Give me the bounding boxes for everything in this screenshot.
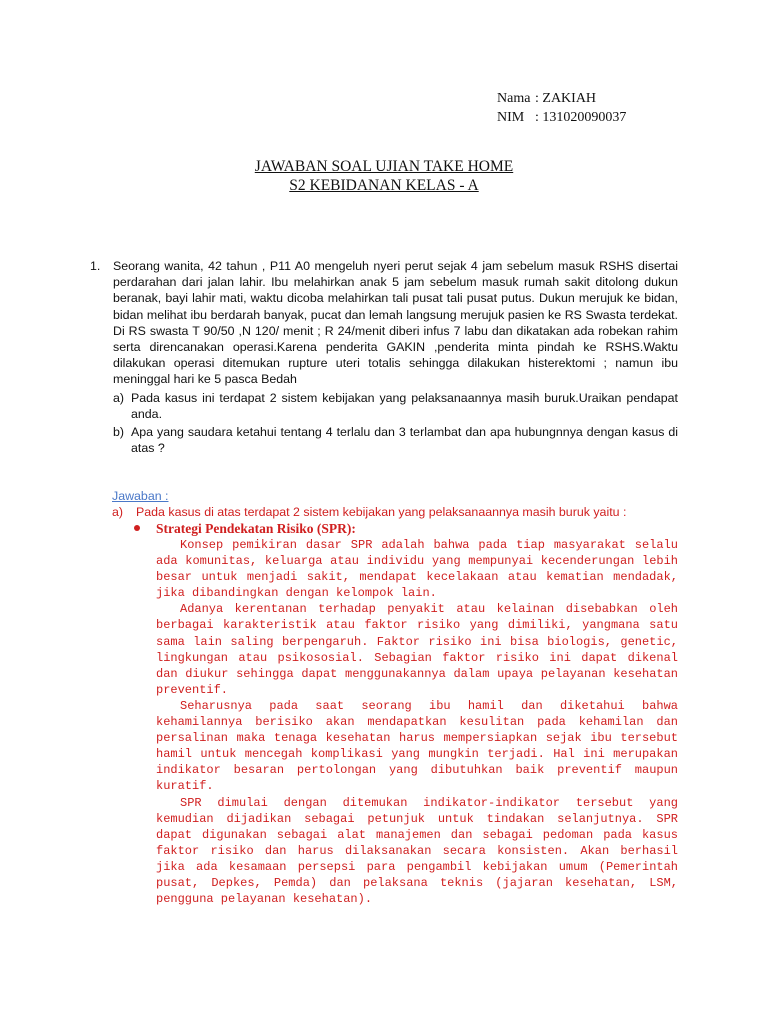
nim-row — [497, 108, 626, 127]
question-number: 1. — [90, 259, 101, 273]
paragraph-3: Seharusnya pada saat seorang ibu hamil dan diketahui bahwa kehamilannya berisiko akan mendapatkan kesulitan pada kehamilan dan persalinan maka tenaga kesehatan harus mempersiapkan sejak ibu tersebut hamil untuk mencegah komplikasi yang mungkin terjadi. Hal ini merupakan indikator besaran pertolongan yang dibutuhkan baik preventif maupun kuratif. — [156, 698, 678, 794]
title-line-2: S2 KEBIDANAN KELAS - A — [289, 177, 479, 194]
paragraph-1: Konsep pemikiran dasar SPR adalah bahwa pada tiap masyarakat selalu ada komunitas, keluarga atau individu yang mempunyai kecenderungan lebih besar untuk menjadi sakit, mendapat kecelakaan atau kematian mendadak, jika dibandingkan dengan kelompok lain. — [156, 538, 678, 601]
name-label: Nama — [497, 91, 531, 106]
sub-question-b — [113, 424, 678, 456]
answer-a — [112, 504, 678, 520]
document-title — [0, 157, 768, 195]
sub-question-a — [113, 390, 678, 422]
title-line-1: JAWABAN SOAL UJIAN TAKE HOME — [254, 158, 514, 175]
answer-section — [112, 488, 678, 907]
student-identity — [497, 89, 626, 127]
nim-label: NIM — [497, 110, 525, 125]
strategy-paragraphs — [156, 537, 678, 907]
paragraph-4: SPR dimulai dengan ditemukan indikator-indikator tersebut yang kemudian dijadikan sebagai petunjuk untuk tindakan selanjutnya. SPR dapat digunakan sebagai alat manajemen dan sebagai pedoman pada kasus faktor risiko dan harus dilaksanakan secara konsisten. Akan berhasil jika ada kesamaan persepsi para pengambil kebijakan umum (Pemerintah pusat, Depkes, Pemda) dan pelaksana teknis (jajaran kesehatan, LSM, pengguna pelayanan kesehatan). — [156, 795, 678, 907]
sub-question-a-text: Pada kasus ini terdapat 2 sistem kebijakan yang pelaksanaannya masih buruk.Uraikan pendapat anda. — [131, 390, 678, 421]
question-1 — [90, 258, 678, 456]
answer-heading: Jawaban : — [112, 489, 169, 503]
strategy-heading — [156, 520, 678, 537]
strategy-heading-text: Strategi Pendekatan Risiko (SPR): — [156, 521, 356, 536]
name-row — [497, 89, 626, 108]
sub-question-a-label: a) — [113, 390, 125, 405]
name-value: : ZAKIAH — [535, 91, 597, 106]
sub-question-b-label: b) — [113, 425, 125, 440]
bullet-icon — [134, 525, 140, 531]
sub-question-b-text: Apa yang saudara ketahui tentang 4 terlalu dan 3 terlambat dan apa hubungnnya dengan kasus di atas ? — [131, 425, 678, 456]
answer-a-text: Pada kasus di atas terdapat 2 sistem kebijakan yang pelaksanaannya masih buruk yaitu : — [136, 505, 627, 519]
question-body: Seorang wanita, 42 tahun , P11 A0 mengeluh nyeri perut sejak 4 jam sebelum masuk RSHS disertai perdarahan dari jalan lahir. Ibu melahirkan anak 5 jam sebelum masuk rumah sakit ditolong dukun beranak, bayi lahir mati, waktu dicoba melahirkan tali pusat tali pusat putus. Dukun merujuk ke bidan, bidan melihat ibu berdarah banyak, pucat dan lemah langsung merujuk pasien ke RS Swasta terdekat. Di RS swasta T 90/50 ,N 120/ menit ; R 24/menit diberi infus 7 labu dan dikatakan ada robekan rahim serta direncanakan operasi.Karena penderita GAKIN ,penderita minta pindah ke RSHS.Waktu dilakukan operasi ditemukan rupture uteri totalis sehingga dilakukan histerektomi ; namun ibu meninggal hari ke 5 pasca Bedah — [113, 259, 678, 387]
answer-a-label: a) — [112, 505, 124, 519]
nim-value: : 131020090037 — [535, 110, 627, 125]
paragraph-2: Adanya kerentanan terhadap penyakit atau kelainan disebabkan oleh berbagai karakteristik atau faktor risiko yang dimiliki, yangmana satu sama lain saling berpengaruh. Faktor risiko ini bisa biologis, genetic, lingkungan atau psikososial. Sebagian faktor risiko ini dapat dikenal dan diukur sehingga dapat menggunakannya dalam upaya pelayanan kesehatan preventif. — [156, 602, 678, 697]
